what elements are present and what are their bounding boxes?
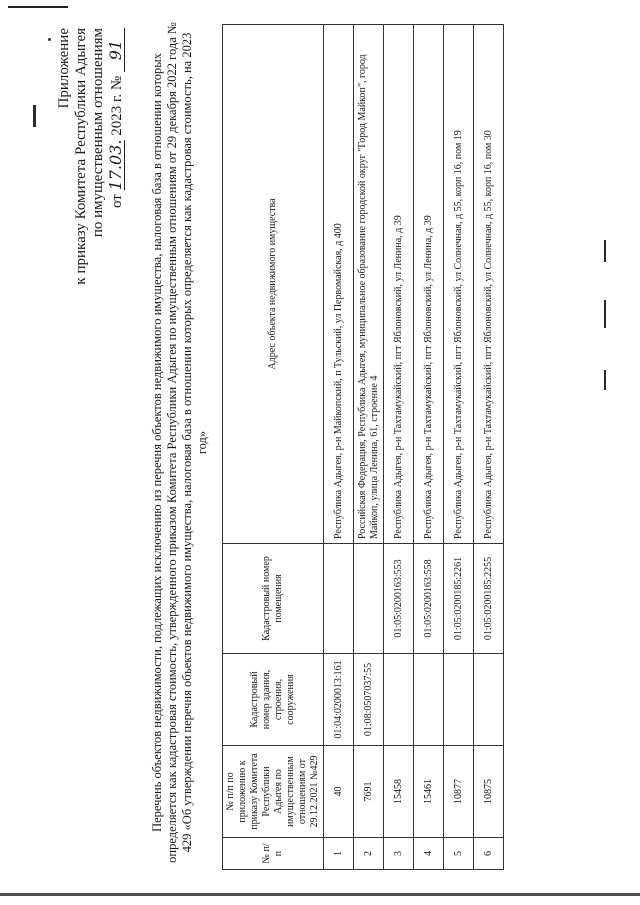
table-row xyxy=(354,25,384,870)
cell-premise-cadastral: 01:05:0200185:2261 xyxy=(444,544,474,654)
table-row xyxy=(444,25,474,870)
cell-premise-cadastral: 01:05:0200163:558 xyxy=(414,544,444,654)
cell-num: 2 xyxy=(354,838,384,870)
cell-num: 5 xyxy=(444,838,474,870)
cell-building-cadastral: 01:08:0507037:55 xyxy=(354,654,384,746)
header-address: Адрес объекта недвижимого имущества xyxy=(223,25,324,544)
cell-num: 6 xyxy=(474,838,504,870)
cell-building-cadastral xyxy=(414,654,444,746)
document-title: Перечень объектов недвижимости, подлежащих исключению из перечня объектов недвижимого имущества, налоговая база в отношении которых определяется как кадастровая стоимость, утвержденного приказом Комитета Республики Адыгея по имущественным отношениям от 29 декабря 2022 года № 429 «Об утверждении перечня объектов недвижимого имущества, налоговая база в отношении которых определяется как кадастровая стоимость, на 2023 год» xyxy=(150,22,209,863)
table-row xyxy=(324,25,354,870)
cell-appendix-num: 10877 xyxy=(444,746,474,838)
handwritten-number: 91 xyxy=(107,28,125,72)
date-prefix: от xyxy=(109,194,125,209)
cell-address: Российская Федерация, Республика Адыгея, муниципальное образование городской округ "Город Майкоп", город Майкоп, улица Ленина, 61, строение 4 xyxy=(354,25,384,544)
cell-address: Республика Адыгея, р-н Тахтамукайский, пгт Яблоновский, ул Солнечная, д 55, корп 16, пом 19 xyxy=(444,25,474,544)
cell-address: Республика Адыгея, р-н Тахтамукайский, пгт Яблоновский, ул Ленина, д 39 xyxy=(384,25,414,544)
cell-building-cadastral xyxy=(444,654,474,746)
cell-address: Республика Адыгея, р-н Майкопский, п Тульский, ул Первомайская, д 400 xyxy=(324,25,354,544)
header-num: № п/п xyxy=(223,838,324,870)
cell-premise-cadastral: 01:05:0200185:2255 xyxy=(474,544,504,654)
cell-premise-cadastral xyxy=(324,544,354,654)
appendix-date-line xyxy=(107,28,126,388)
cell-appendix-num: 15461 xyxy=(414,746,444,838)
cell-address: Республика Адыгея, р-н Тахтамукайский, пгт Яблоновский, ул Ленина, д 39 xyxy=(414,25,444,544)
cell-building-cadastral: 01:04:0200013:161 xyxy=(324,654,354,746)
cell-appendix-num: 7691 xyxy=(354,746,384,838)
cell-num: 4 xyxy=(414,838,444,870)
cell-appendix-num: 40 xyxy=(324,746,354,838)
cell-appendix-num: 15458 xyxy=(384,746,414,838)
appendix-order-ref: к приказу Комитета Республики Адыгея xyxy=(73,28,89,285)
table-row xyxy=(474,25,504,870)
cell-premise-cadastral xyxy=(354,544,384,654)
header-appendix-num: № п/п по приложению к приказу Комитета Республики Адыгея по имущественным отношениям от 29.12.2021 №429 xyxy=(223,746,324,838)
handwritten-date: 17.03. xyxy=(106,139,125,191)
table-row xyxy=(414,25,444,870)
date-suffix: 2023 г. № xyxy=(109,75,125,136)
header-premise-cadastral: Кадастровый номер помещения xyxy=(223,544,324,654)
appendix-header xyxy=(56,28,126,388)
objects-table xyxy=(222,24,504,870)
cell-address: Республика Адыгея, р-н Тахтамукайский, пгт Яблоновский, ул Солнечная, д 55, корп 16, пом 30 xyxy=(474,25,504,544)
cell-premise-cadastral: 01:05:0200163:553 xyxy=(384,544,414,654)
table-header-row xyxy=(223,25,324,870)
header-building-cadastral: Кадастровый номер здания, строения, сооружения xyxy=(223,654,324,746)
cell-num: 1 xyxy=(324,838,354,870)
cell-appendix-num: 10875 xyxy=(474,746,504,838)
cell-building-cadastral xyxy=(474,654,504,746)
appendix-title: Приложение xyxy=(56,28,72,109)
cell-num: 3 xyxy=(384,838,414,870)
appendix-committee: по имущественным отношениям xyxy=(90,28,106,238)
cell-building-cadastral xyxy=(384,654,414,746)
table-row xyxy=(384,25,414,870)
